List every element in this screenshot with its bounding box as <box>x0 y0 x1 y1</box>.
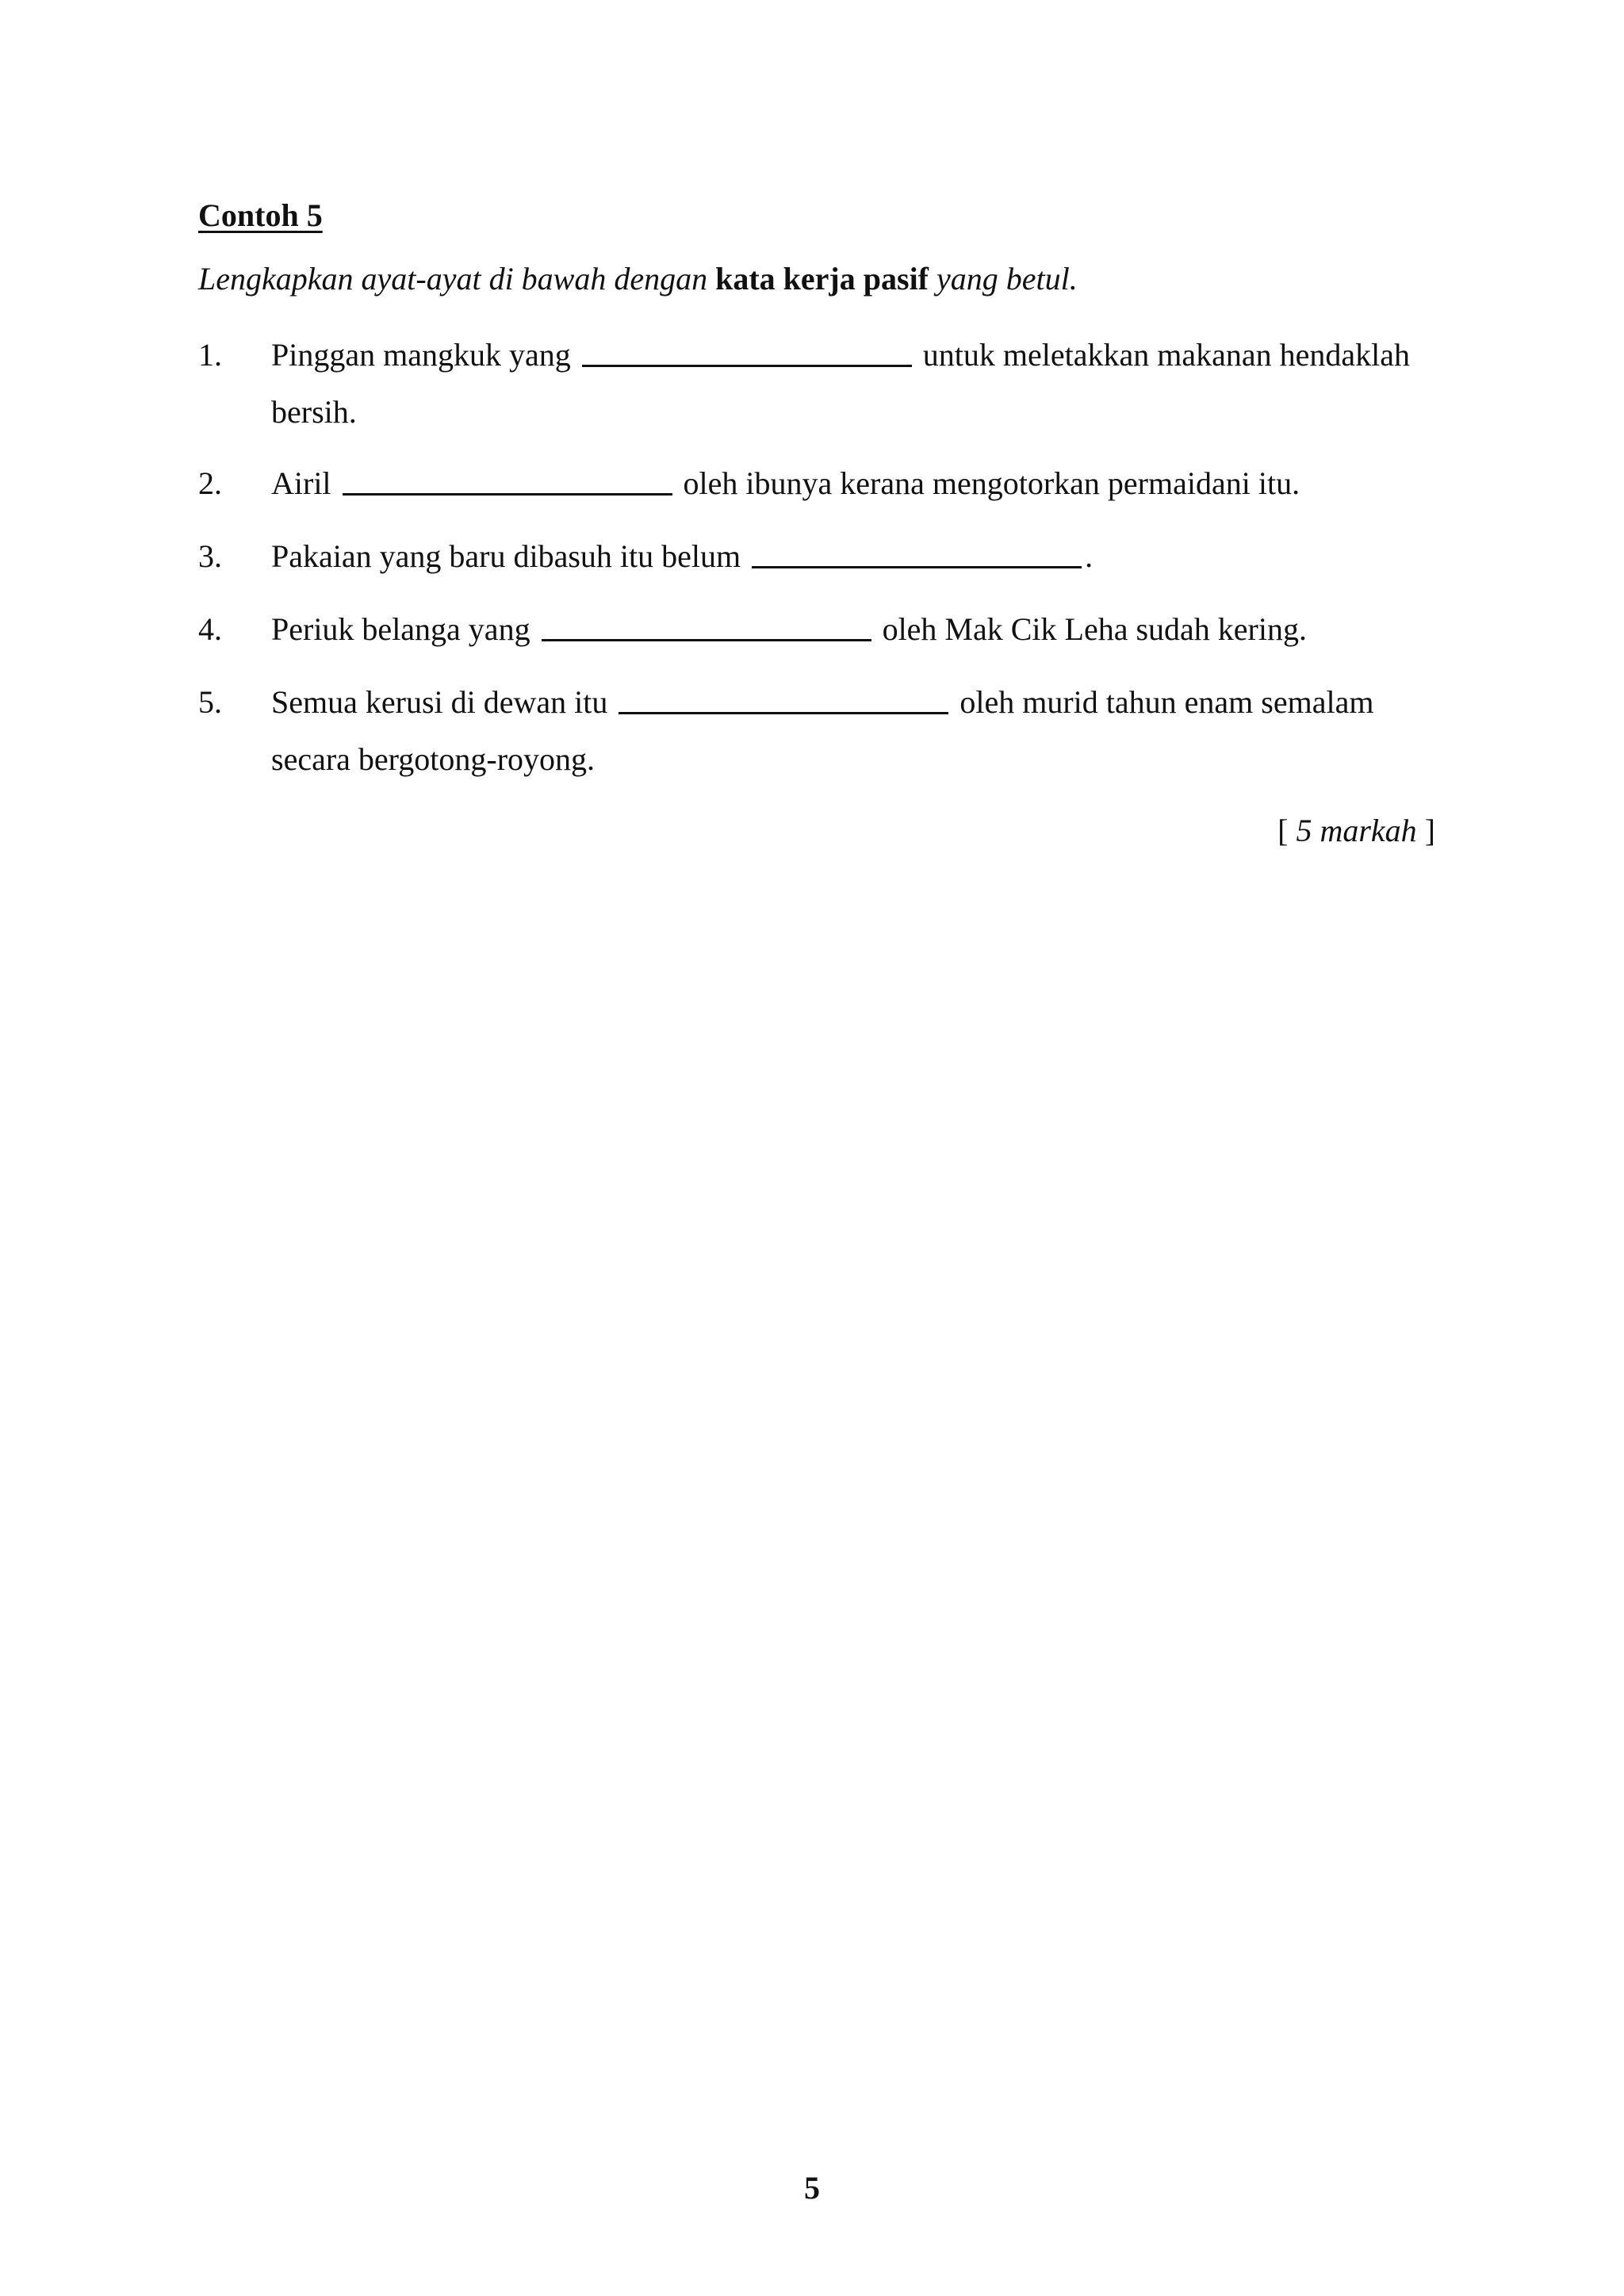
question-number: 3. <box>198 538 222 574</box>
page-number: 5 <box>804 2170 820 2206</box>
instruction-after: yang betul. <box>929 261 1078 297</box>
question-text-before: Pakaian yang baru dibasuh itu belum <box>271 538 741 574</box>
answer-blank[interactable] <box>582 362 912 367</box>
answer-blank[interactable] <box>619 709 948 714</box>
answer-blank[interactable] <box>542 636 871 641</box>
question-number: 1. <box>198 337 222 373</box>
question-1 <box>198 327 1435 441</box>
instruction-bold: kata kerja pasif <box>715 261 929 297</box>
question-number: 4. <box>198 611 222 647</box>
marks-close-bracket: ] <box>1416 813 1435 848</box>
question-5 <box>198 674 1435 788</box>
question-text-after: oleh Mak Cik Leha sudah kering. <box>882 611 1307 647</box>
marks-text: 5 markah <box>1296 813 1417 848</box>
question-number: 2. <box>198 465 222 501</box>
question-text-after: untuk meletakkan makanan hendaklah bersih. <box>271 337 1410 430</box>
instruction-text <box>198 260 1078 297</box>
question-text-before: Airil <box>271 465 331 501</box>
question-number: 5. <box>198 684 222 720</box>
question-text-before: Periuk belanga yang <box>271 611 530 647</box>
question-text-before: Semua kerusi di dewan itu <box>271 684 608 720</box>
question-4 <box>198 601 1435 658</box>
section-heading: Contoh 5 <box>198 197 323 233</box>
question-3 <box>198 528 1435 585</box>
question-text-after: oleh murid tahun enam semalam secara bergotong-royong. <box>271 684 1374 777</box>
question-text-after: oleh ibunya kerana mengotorkan permaidani itu. <box>683 465 1300 501</box>
question-2 <box>198 455 1435 512</box>
marks-open-bracket: [ <box>1277 813 1297 848</box>
instruction-before: Lengkapkan ayat-ayat di bawah dengan <box>198 261 716 297</box>
question-text-before: Pinggan mangkuk yang <box>271 337 571 373</box>
answer-blank[interactable] <box>343 490 672 496</box>
answer-blank[interactable] <box>752 563 1082 568</box>
question-text-after: . <box>1085 538 1094 574</box>
marks-label <box>1277 812 1435 849</box>
